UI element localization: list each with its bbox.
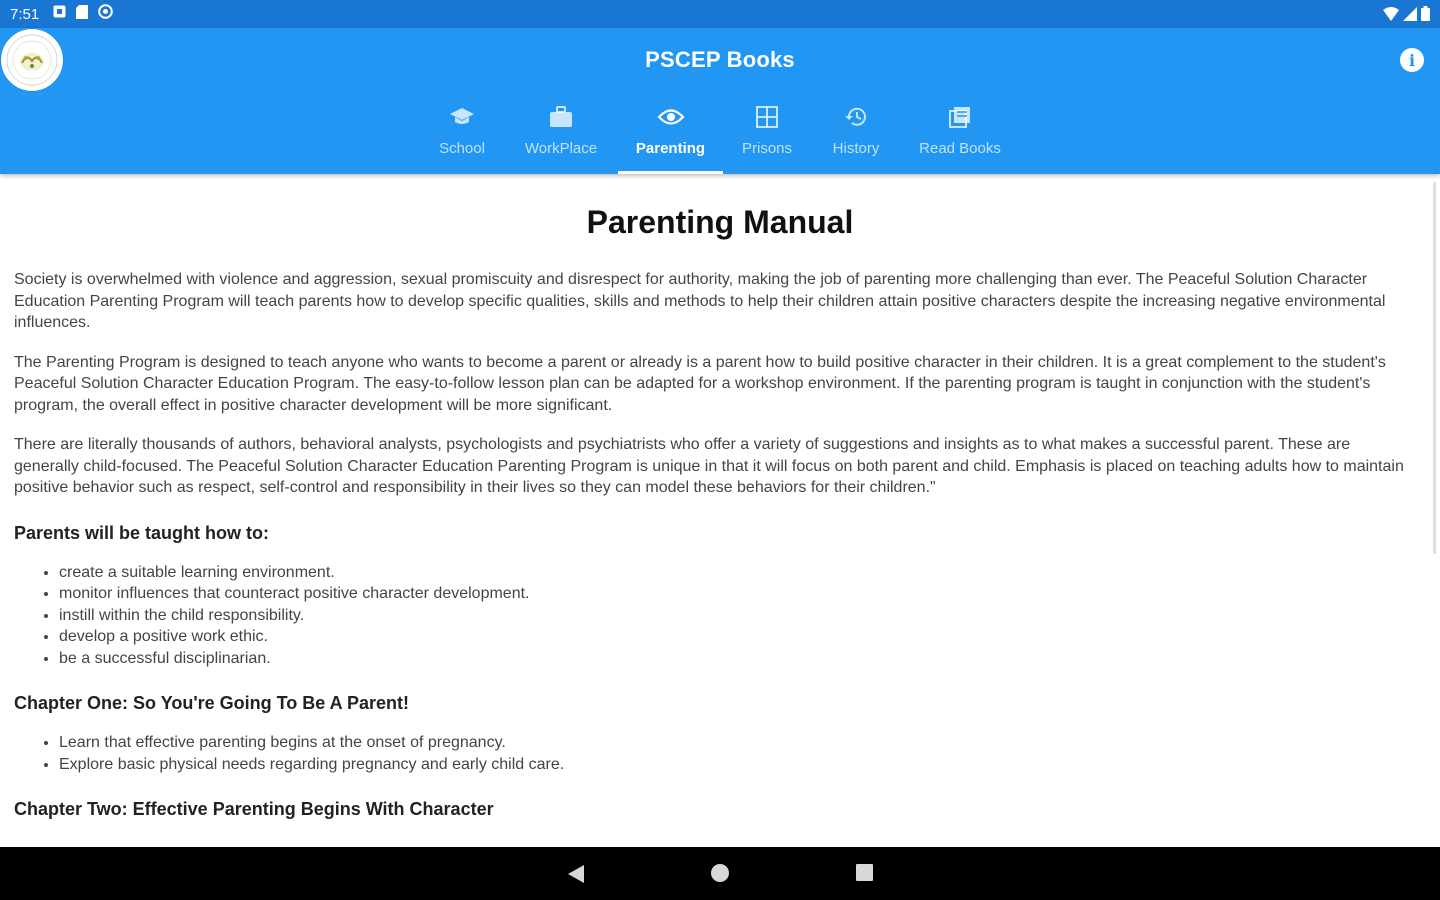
tab-read-books[interactable] (911, 100, 1009, 174)
status-icons-left (53, 4, 113, 24)
list-item: • develop a positive work ethic. (59, 626, 1440, 648)
tab-label: Parenting (635, 140, 706, 157)
signal-icon (1403, 7, 1417, 26)
list-item: • instill within the child responsibility. (59, 605, 1440, 627)
list-item: • Explore basic physical needs regarding pregnancy and early child care. (59, 754, 1440, 776)
tab-label: Prisons (741, 140, 793, 157)
notification-icon (53, 5, 66, 23)
tab-prisons[interactable] (737, 100, 797, 174)
school-icon (449, 105, 475, 129)
paragraph: Society is overwhelmed with violence and aggression, sexual promiscuity and disrespect for authority, making the job of parenting more challenging than ever. The Peaceful Solution Character Education Parenting Program will teach parents how to develop specific qualities, skills and methods to help their children attain positive characters despite the increasing negative environmental influences. (14, 271, 1386, 331)
battery-icon (1421, 6, 1430, 26)
tab-history[interactable] (826, 100, 886, 174)
section-heading: Parents will be taught how to: (14, 522, 270, 543)
page-title: Parenting Manual (586, 204, 854, 240)
app-bar (0, 28, 1440, 174)
tab-label: Read Books (919, 140, 1001, 157)
list-item: • Learn that effective parenting begins at the onset of pregnancy. (59, 732, 1440, 754)
content-area[interactable] (0, 174, 1440, 847)
home-icon[interactable] (711, 864, 729, 882)
tab-label: School (439, 140, 485, 157)
scrollbar[interactable] (1433, 182, 1436, 554)
chapter-heading: Chapter Two: Effective Parenting Begins With Character (14, 799, 494, 819)
status-bar (0, 0, 1440, 28)
history-icon (844, 105, 868, 129)
eye-icon (657, 105, 685, 129)
list-item: • monitor influences that counteract positive character development. (59, 583, 1440, 605)
tab-parenting[interactable] (618, 100, 723, 174)
sd-card-icon (76, 5, 88, 24)
briefcase-icon (549, 105, 573, 129)
back-icon[interactable] (567, 864, 585, 889)
recents-icon[interactable] (856, 864, 873, 881)
tab-workplace[interactable] (516, 100, 606, 174)
list-item: • create a suitable learning environment. (59, 562, 1440, 584)
navigation-bar (0, 847, 1440, 900)
list-item: • be a successful disciplinarian. (59, 648, 1440, 670)
paragraph: The Parenting Program is designed to teach anyone who wants to become a parent or already is a parent how to build positive character in their children. It is a great complement to the student's Peaceful Solution Character Education Program. The easy-to-follow lesson plan can be adapted for a workshop environment. If the parenting program is taught in conjunction with the student's program, the overall effect in positive character development will be more significant. (14, 353, 1386, 414)
library-icon (948, 105, 972, 129)
chapter-one-list (0, 732, 1440, 775)
paragraph: There are literally thousands of authors, behavioral analysts, psychologists and psychiatrists who offer a variety of suggestions and insights as to what makes a successful parent. These are generally child-focused. The Peaceful Solution Character Education Parenting Program is unique in that it will focus on both parent and child. Emphasis is placed on teaching adults how to maintain positive behavior such as respect, self-control and responsibility in their lives so they can model these behaviors for their children." (14, 436, 1404, 496)
chapter-heading: Chapter One: So You're Going To Be A Parent! (14, 693, 409, 713)
tab-label: WorkPlace (524, 140, 598, 157)
tab-bar (0, 100, 1440, 174)
tab-label: History (832, 140, 880, 157)
status-icons-right (1383, 6, 1430, 26)
status-time: 7:51 (10, 5, 40, 23)
wifi-icon (1383, 7, 1399, 26)
tab-school[interactable] (432, 100, 492, 174)
grid-icon (756, 105, 778, 129)
app-title: PSCEP Books (645, 47, 795, 72)
sync-icon (98, 4, 113, 24)
taught-list (0, 562, 1440, 670)
info-icon[interactable]: i (1400, 48, 1424, 72)
